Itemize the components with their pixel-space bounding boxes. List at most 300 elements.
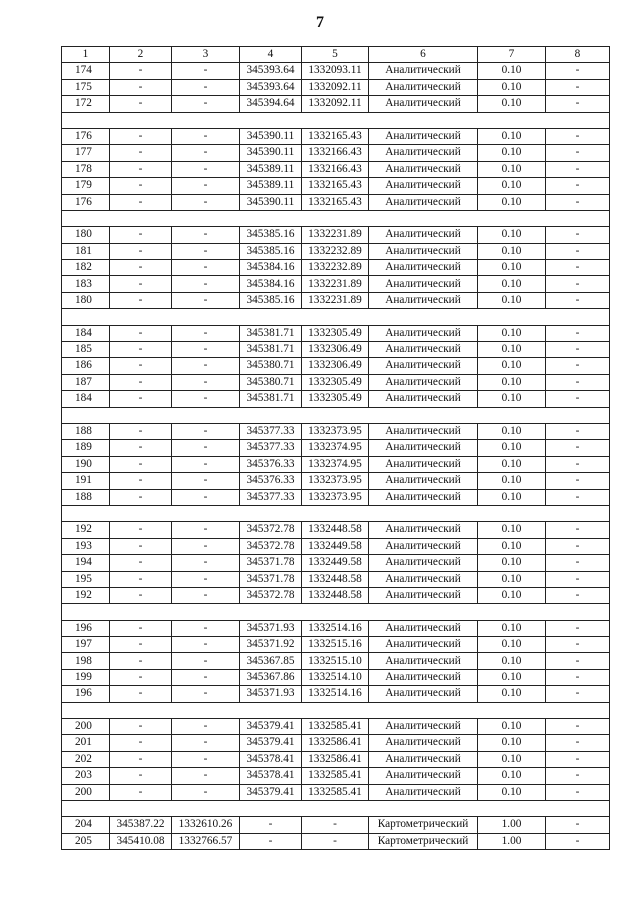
cell-row-number: 176: [62, 194, 110, 210]
cell-row-number: 189: [62, 440, 110, 456]
cell-accuracy: 0.10: [478, 161, 546, 177]
cell-prev-x: -: [110, 653, 172, 669]
cell-x: 345377.33: [240, 423, 302, 439]
spacer-cell: [478, 702, 546, 718]
cell-row-number: 198: [62, 653, 110, 669]
cell-note: -: [546, 833, 610, 849]
cell-prev-x: -: [110, 440, 172, 456]
spacer-row: [62, 407, 610, 423]
table-row: [62, 637, 610, 653]
table-row: [62, 178, 610, 194]
cell-prev-y: -: [172, 79, 240, 95]
cell-x: 345367.85: [240, 653, 302, 669]
cell-note: -: [546, 227, 610, 243]
cell-prev-x: -: [110, 391, 172, 407]
cell-method: Аналитический: [369, 342, 478, 358]
cell-method: Аналитический: [369, 784, 478, 800]
cell-y: 1332232.89: [302, 243, 369, 259]
cell-row-number: 175: [62, 79, 110, 95]
cell-y: 1332514.16: [302, 620, 369, 636]
cell-accuracy: 0.10: [478, 768, 546, 784]
spacer-cell: [478, 407, 546, 423]
cell-accuracy: 0.10: [478, 620, 546, 636]
table-row: [62, 292, 610, 308]
header-cell: 1: [62, 47, 110, 63]
spacer-cell: [546, 702, 610, 718]
cell-prev-x: -: [110, 719, 172, 735]
cell-method: Аналитический: [369, 637, 478, 653]
cell-note: -: [546, 637, 610, 653]
cell-note: -: [546, 653, 610, 669]
spacer-cell: [546, 800, 610, 816]
cell-accuracy: 0.10: [478, 178, 546, 194]
cell-method: Картометрический: [369, 817, 478, 833]
cell-x: 345389.11: [240, 161, 302, 177]
spacer-cell: [172, 112, 240, 128]
header-cell: 5: [302, 47, 369, 63]
cell-x: 345376.33: [240, 473, 302, 489]
cell-prev-y: -: [172, 260, 240, 276]
header-cell: 4: [240, 47, 302, 63]
cell-accuracy: 1.00: [478, 833, 546, 849]
spacer-cell: [62, 210, 110, 226]
cell-x: 345378.41: [240, 768, 302, 784]
cell-row-number: 192: [62, 587, 110, 603]
spacer-cell: [240, 505, 302, 521]
spacer-row: [62, 505, 610, 521]
cell-note: -: [546, 128, 610, 144]
table-row: [62, 243, 610, 259]
cell-method: Аналитический: [369, 620, 478, 636]
cell-row-number: 190: [62, 456, 110, 472]
cell-x: 345367.86: [240, 669, 302, 685]
cell-row-number: 178: [62, 161, 110, 177]
table-row: [62, 423, 610, 439]
cell-prev-x: -: [110, 276, 172, 292]
table-row: [62, 669, 610, 685]
cell-x: 345390.11: [240, 145, 302, 161]
header-cell: 2: [110, 47, 172, 63]
cell-prev-y: -: [172, 555, 240, 571]
cell-prev-y: -: [172, 161, 240, 177]
cell-method: Аналитический: [369, 489, 478, 505]
table-row: [62, 735, 610, 751]
cell-method: Аналитический: [369, 538, 478, 554]
cell-accuracy: 1.00: [478, 817, 546, 833]
cell-y: 1332448.58: [302, 522, 369, 538]
cell-y: 1332092.11: [302, 96, 369, 112]
cell-y: 1332448.58: [302, 587, 369, 603]
header-cell: 8: [546, 47, 610, 63]
cell-x: 345381.71: [240, 342, 302, 358]
cell-y: 1332449.58: [302, 538, 369, 554]
cell-method: Аналитический: [369, 63, 478, 79]
cell-x: 345389.11: [240, 178, 302, 194]
cell-x: 345371.93: [240, 686, 302, 702]
cell-accuracy: 0.10: [478, 63, 546, 79]
cell-note: -: [546, 292, 610, 308]
cell-prev-y: -: [172, 669, 240, 685]
cell-prev-x: -: [110, 243, 172, 259]
table-row: [62, 440, 610, 456]
spacer-cell: [302, 604, 369, 620]
table-row: [62, 817, 610, 833]
spacer-cell: [110, 800, 172, 816]
cell-prev-y: -: [172, 325, 240, 341]
spacer-cell: [546, 407, 610, 423]
cell-method: Аналитический: [369, 440, 478, 456]
cell-x: 345371.78: [240, 555, 302, 571]
spacer-cell: [240, 800, 302, 816]
table-row: [62, 751, 610, 767]
cell-note: -: [546, 587, 610, 603]
cell-prev-x: -: [110, 571, 172, 587]
cell-accuracy: 0.10: [478, 571, 546, 587]
cell-accuracy: 0.10: [478, 555, 546, 571]
cell-accuracy: 0.10: [478, 669, 546, 685]
cell-prev-x: -: [110, 620, 172, 636]
spacer-cell: [478, 505, 546, 521]
cell-row-number: 191: [62, 473, 110, 489]
cell-prev-y: -: [172, 473, 240, 489]
table-row: [62, 571, 610, 587]
cell-prev-x: -: [110, 161, 172, 177]
cell-prev-y: -: [172, 653, 240, 669]
table-row: [62, 342, 610, 358]
cell-row-number: 194: [62, 555, 110, 571]
cell-prev-y: -: [172, 719, 240, 735]
table-row: [62, 161, 610, 177]
table-row: [62, 260, 610, 276]
cell-row-number: 181: [62, 243, 110, 259]
spacer-cell: [478, 309, 546, 325]
cell-note: -: [546, 374, 610, 390]
cell-prev-x: -: [110, 473, 172, 489]
cell-prev-y: -: [172, 784, 240, 800]
cell-x: 345372.78: [240, 538, 302, 554]
cell-method: Аналитический: [369, 292, 478, 308]
cell-y: 1332165.43: [302, 178, 369, 194]
spacer-cell: [172, 309, 240, 325]
cell-y: 1332449.58: [302, 555, 369, 571]
cell-prev-y: -: [172, 768, 240, 784]
cell-accuracy: 0.10: [478, 194, 546, 210]
cell-note: -: [546, 686, 610, 702]
cell-method: Аналитический: [369, 587, 478, 603]
cell-prev-y: -: [172, 243, 240, 259]
cell-prev-x: -: [110, 96, 172, 112]
cell-method: Аналитический: [369, 686, 478, 702]
cell-accuracy: 0.10: [478, 587, 546, 603]
spacer-cell: [110, 309, 172, 325]
spacer-cell: [302, 800, 369, 816]
cell-prev-x: -: [110, 128, 172, 144]
spacer-cell: [478, 112, 546, 128]
cell-method: Аналитический: [369, 145, 478, 161]
cell-y: 1332306.49: [302, 358, 369, 374]
cell-y: 1332232.89: [302, 260, 369, 276]
spacer-row: [62, 112, 610, 128]
cell-prev-y: 1332610.26: [172, 817, 240, 833]
cell-x: 345384.16: [240, 276, 302, 292]
table-row: [62, 374, 610, 390]
cell-x: 345385.16: [240, 243, 302, 259]
cell-y: 1332165.43: [302, 128, 369, 144]
cell-x: 345381.71: [240, 325, 302, 341]
cell-note: -: [546, 473, 610, 489]
cell-method: Аналитический: [369, 260, 478, 276]
cell-prev-y: -: [172, 194, 240, 210]
cell-y: 1332166.43: [302, 161, 369, 177]
cell-row-number: 199: [62, 669, 110, 685]
cell-prev-x: -: [110, 538, 172, 554]
spacer-cell: [240, 604, 302, 620]
cell-note: -: [546, 243, 610, 259]
cell-note: -: [546, 260, 610, 276]
cell-prev-y: -: [172, 423, 240, 439]
cell-prev-x: -: [110, 489, 172, 505]
cell-method: Аналитический: [369, 653, 478, 669]
cell-prev-x: -: [110, 669, 172, 685]
spacer-cell: [110, 210, 172, 226]
cell-row-number: 177: [62, 145, 110, 161]
cell-prev-x: -: [110, 145, 172, 161]
cell-prev-x: 345387.22: [110, 817, 172, 833]
spacer-cell: [62, 702, 110, 718]
table-row: [62, 833, 610, 849]
cell-accuracy: 0.10: [478, 374, 546, 390]
header-cell: 6: [369, 47, 478, 63]
cell-accuracy: 0.10: [478, 128, 546, 144]
cell-x: 345384.16: [240, 260, 302, 276]
cell-prev-y: -: [172, 145, 240, 161]
cell-y: 1332165.43: [302, 194, 369, 210]
cell-y: 1332231.89: [302, 227, 369, 243]
cell-row-number: 200: [62, 719, 110, 735]
cell-accuracy: 0.10: [478, 719, 546, 735]
spacer-cell: [240, 112, 302, 128]
cell-note: -: [546, 817, 610, 833]
cell-method: Аналитический: [369, 751, 478, 767]
cell-accuracy: 0.10: [478, 243, 546, 259]
spacer-cell: [110, 407, 172, 423]
cell-x: 345380.71: [240, 374, 302, 390]
cell-note: -: [546, 358, 610, 374]
spacer-row: [62, 210, 610, 226]
cell-note: -: [546, 423, 610, 439]
cell-y: 1332515.10: [302, 653, 369, 669]
cell-note: -: [546, 669, 610, 685]
cell-row-number: 188: [62, 423, 110, 439]
cell-y: 1332586.41: [302, 735, 369, 751]
cell-prev-x: -: [110, 292, 172, 308]
cell-accuracy: 0.10: [478, 342, 546, 358]
cell-note: -: [546, 456, 610, 472]
cell-row-number: 196: [62, 686, 110, 702]
cell-x: 345385.16: [240, 227, 302, 243]
cell-row-number: 188: [62, 489, 110, 505]
cell-prev-y: -: [172, 735, 240, 751]
table-row: [62, 145, 610, 161]
cell-x: 345371.92: [240, 637, 302, 653]
spacer-cell: [369, 112, 478, 128]
cell-prev-y: -: [172, 178, 240, 194]
cell-note: -: [546, 96, 610, 112]
cell-x: 345377.33: [240, 489, 302, 505]
table-row: [62, 358, 610, 374]
cell-x: 345381.71: [240, 391, 302, 407]
cell-y: 1332305.49: [302, 391, 369, 407]
cell-y: 1332231.89: [302, 276, 369, 292]
cell-row-number: 180: [62, 227, 110, 243]
cell-method: Аналитический: [369, 243, 478, 259]
cell-method: Аналитический: [369, 358, 478, 374]
cell-note: -: [546, 555, 610, 571]
cell-note: -: [546, 719, 610, 735]
table-row: [62, 686, 610, 702]
cell-note: -: [546, 178, 610, 194]
cell-y: 1332306.49: [302, 342, 369, 358]
cell-prev-y: -: [172, 571, 240, 587]
cell-y: 1332585.41: [302, 784, 369, 800]
cell-row-number: 192: [62, 522, 110, 538]
cell-prev-x: -: [110, 522, 172, 538]
spacer-cell: [110, 604, 172, 620]
cell-accuracy: 0.10: [478, 423, 546, 439]
cell-x: 345379.41: [240, 735, 302, 751]
cell-prev-y: 1332766.57: [172, 833, 240, 849]
cell-note: -: [546, 538, 610, 554]
cell-method: Аналитический: [369, 473, 478, 489]
table-row: [62, 587, 610, 603]
cell-x: 345379.41: [240, 719, 302, 735]
cell-accuracy: 0.10: [478, 227, 546, 243]
cell-note: -: [546, 571, 610, 587]
cell-method: Картометрический: [369, 833, 478, 849]
header-cell: 7: [478, 47, 546, 63]
cell-x: -: [240, 833, 302, 849]
cell-row-number: 184: [62, 325, 110, 341]
cell-note: -: [546, 161, 610, 177]
cell-x: 345371.78: [240, 571, 302, 587]
spacer-cell: [478, 604, 546, 620]
cell-note: -: [546, 194, 610, 210]
cell-prev-x: -: [110, 374, 172, 390]
cell-prev-y: -: [172, 276, 240, 292]
spacer-cell: [369, 210, 478, 226]
cell-accuracy: 0.10: [478, 79, 546, 95]
spacer-cell: [172, 407, 240, 423]
cell-prev-y: -: [172, 358, 240, 374]
cell-row-number: 205: [62, 833, 110, 849]
cell-accuracy: 0.10: [478, 686, 546, 702]
spacer-cell: [369, 800, 478, 816]
cell-prev-y: -: [172, 538, 240, 554]
cell-method: Аналитический: [369, 227, 478, 243]
cell-prev-y: -: [172, 227, 240, 243]
cell-row-number: 186: [62, 358, 110, 374]
cell-prev-x: 345410.08: [110, 833, 172, 849]
cell-y: 1332448.58: [302, 571, 369, 587]
cell-note: -: [546, 768, 610, 784]
cell-prev-y: -: [172, 96, 240, 112]
spacer-cell: [62, 800, 110, 816]
cell-y: 1332305.49: [302, 325, 369, 341]
cell-method: Аналитический: [369, 669, 478, 685]
cell-x: 345377.33: [240, 440, 302, 456]
cell-prev-y: -: [172, 620, 240, 636]
spacer-cell: [240, 210, 302, 226]
spacer-row: [62, 702, 610, 718]
cell-row-number: 203: [62, 768, 110, 784]
table-row: [62, 63, 610, 79]
header-cell: 3: [172, 47, 240, 63]
cell-y: 1332092.11: [302, 79, 369, 95]
table-row: [62, 719, 610, 735]
cell-y: 1332374.95: [302, 456, 369, 472]
cell-prev-y: -: [172, 587, 240, 603]
cell-x: 345394.64: [240, 96, 302, 112]
cell-prev-x: -: [110, 342, 172, 358]
cell-method: Аналитический: [369, 719, 478, 735]
cell-prev-x: -: [110, 260, 172, 276]
cell-x: 345379.41: [240, 784, 302, 800]
spacer-cell: [302, 505, 369, 521]
cell-prev-y: -: [172, 63, 240, 79]
spacer-cell: [546, 505, 610, 521]
cell-prev-x: -: [110, 637, 172, 653]
cell-accuracy: 0.10: [478, 653, 546, 669]
cell-prev-x: -: [110, 423, 172, 439]
cell-x: 345378.41: [240, 751, 302, 767]
cell-y: -: [302, 833, 369, 849]
cell-prev-y: -: [172, 128, 240, 144]
cell-accuracy: 0.10: [478, 391, 546, 407]
cell-prev-x: -: [110, 751, 172, 767]
cell-accuracy: 0.10: [478, 440, 546, 456]
spacer-row: [62, 604, 610, 620]
table-row: [62, 620, 610, 636]
cell-note: -: [546, 620, 610, 636]
cell-accuracy: 0.10: [478, 735, 546, 751]
cell-x: 345393.64: [240, 79, 302, 95]
spacer-cell: [369, 702, 478, 718]
cell-method: Аналитический: [369, 325, 478, 341]
cell-y: 1332515.16: [302, 637, 369, 653]
table-row: [62, 194, 610, 210]
spacer-cell: [546, 309, 610, 325]
spacer-cell: [369, 604, 478, 620]
cell-row-number: 180: [62, 292, 110, 308]
cell-accuracy: 0.10: [478, 145, 546, 161]
cell-row-number: 201: [62, 735, 110, 751]
cell-y: 1332373.95: [302, 423, 369, 439]
cell-prev-y: -: [172, 489, 240, 505]
cell-row-number: 195: [62, 571, 110, 587]
cell-prev-x: -: [110, 735, 172, 751]
spacer-cell: [172, 505, 240, 521]
spacer-cell: [302, 407, 369, 423]
spacer-cell: [369, 309, 478, 325]
spacer-cell: [110, 505, 172, 521]
cell-y: 1332093.11: [302, 63, 369, 79]
cell-note: -: [546, 489, 610, 505]
spacer-cell: [110, 702, 172, 718]
cell-prev-y: -: [172, 456, 240, 472]
spacer-cell: [62, 604, 110, 620]
cell-row-number: 184: [62, 391, 110, 407]
cell-prev-x: -: [110, 555, 172, 571]
